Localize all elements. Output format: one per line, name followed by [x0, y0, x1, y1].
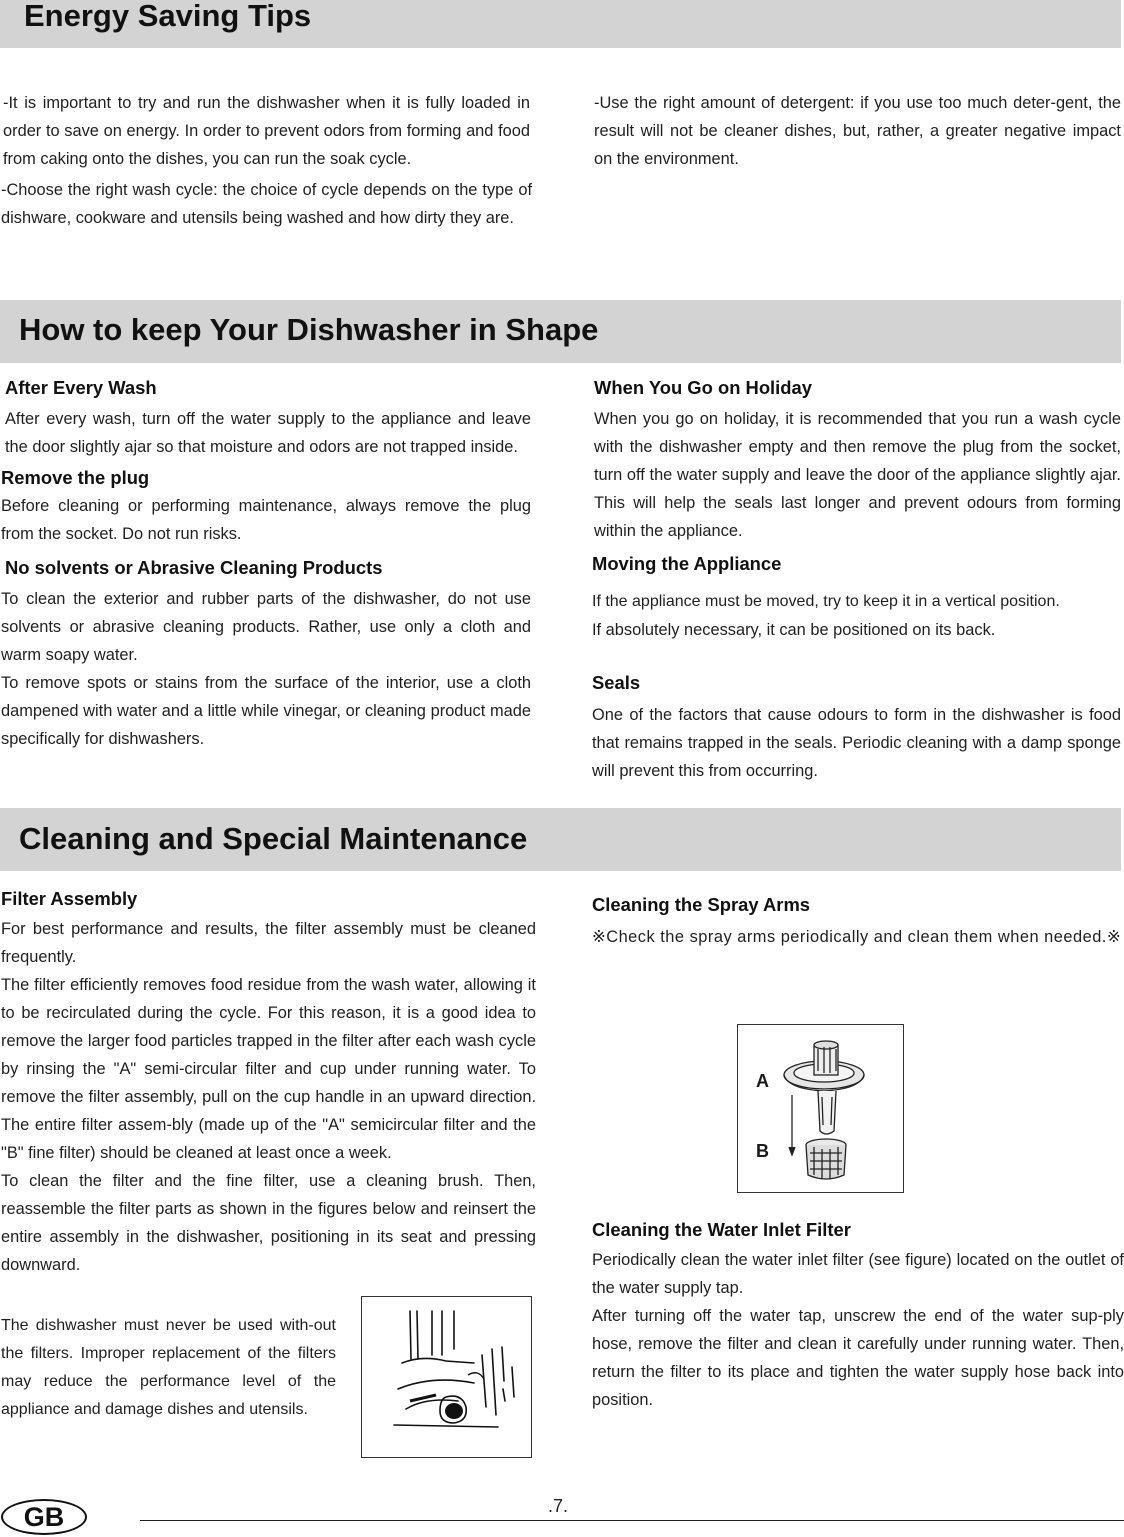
energy-left-column [1, 89, 532, 232]
filter-parts-figure [737, 1024, 904, 1193]
footer-rule [140, 1520, 1124, 1521]
inlet-filter-heading: Cleaning the Water Inlet Filter [592, 1219, 851, 1240]
cleaning-header-band [0, 808, 1121, 871]
moving-heading: Moving the Appliance [592, 553, 782, 574]
seals-text: One of the factors that cause odours to form in the dishwasher is food that remains trapped in the seals. Periodic cleaning with a damp sponge will prevent this from occurring. [592, 706, 1121, 780]
moving-text-2: If absolutely necessary, it can be positioned on its back. [592, 621, 996, 639]
energy-tip-wash-cycle: -Choose the right wash cycle: the choice of cycle depends on the type of dishware, cookware and utensils being washed and how dirty they are. [1, 181, 532, 227]
seals-heading: Seals [592, 672, 641, 693]
remove-plug-heading: Remove the plug [1, 467, 150, 488]
page-number: .7. [548, 1496, 569, 1516]
shape-header-band [0, 300, 1121, 363]
inlet-filter-text-1: Periodically clean the water inlet filter (see figure) located on the outlet of the water supply tap. [592, 1251, 1124, 1297]
filter-assembly-heading: Filter Assembly [1, 888, 138, 909]
moving-text-1: If the appliance must be moved, try to keep it in a vertical position. [592, 593, 1060, 610]
inlet-filter-column [592, 1216, 1124, 1414]
no-solvents-text-1: To clean the exterior and rubber parts of the dishwasher, do not use solvents or abrasive cleaning products. Rather, use only a cloth and warm soapy water. [1, 590, 531, 664]
holiday-text: When you go on holiday, it is recommended that you run a wash cycle with the dishwasher empty and then remove the plug from the socket, turn off the water supply and leave the door of the appliance slightly ajar. This will help the seals last longer and prevent odours from forming within the appliance. [594, 410, 1121, 540]
energy-tip-full-load: -It is important to try and run the dishwasher when it is fully loaded in order to save on energy. In order to prevent odors from forming and food from caking onto the dishes, you can run the soak cycle. [3, 94, 530, 168]
filter-warning-text: The dishwasher must never be used with-out the filters. Improper replacement of the filters may reduce the performance level of the appliance and damage dishes and utensils. [1, 1317, 336, 1418]
spray-arms-text: ※Check the spray arms periodically and clean them when needed.※ [592, 928, 1122, 946]
inlet-filter-text-2: After turning off the water tap, unscrew the end of the water sup-ply hose, remove the filter and clean it carefully under running water. Then, return the filter to its place and tighten the water supply hose back into position. [592, 1307, 1124, 1409]
no-solvents-text-2: To remove spots or stains from the surface of the interior, use a cloth dampened with water and a little while vinegar, or cleaning product made specifically for dishwashers. [1, 674, 531, 748]
filter-cup-shape [445, 1403, 463, 1419]
language-badge: GB [1, 1499, 87, 1535]
energy-right-column [594, 89, 1121, 173]
shape-left-column [1, 374, 531, 753]
holiday-heading: When You Go on Holiday [594, 377, 812, 398]
energy-header-band [0, 0, 1121, 48]
filter-assembly-text-3: To clean the filter and the fine filter, use a cleaning brush. Then, reassemble the filter parts as shown in the figures below and reinsert the entire assembly in the dishwasher, positioning in its seat and pressing downward. [1, 1172, 536, 1274]
filter-parts-drawing [738, 1025, 903, 1192]
filter-installation-drawing [362, 1297, 531, 1457]
filter-label-a: A [756, 1071, 769, 1091]
cleaning-right-column [592, 891, 1124, 951]
cleaning-section-title: Cleaning and Special Maintenance [19, 821, 528, 856]
shape-section-title: How to keep Your Dishwasher in Shape [19, 312, 599, 347]
filter-assembly-text-2: The filter efficiently removes food residue from the wash water, allowing it to be recirculated during the cycle. For this reason, it is a good idea to remove the larger food particles trapped in the filter after each wash cycle by rinsing the "A" semi-circular filter and cup under running water. To remove the filter assembly, pull on the cup handle in an upward direction. The entire filter assem-bly (made up of the "A" semicircular filter and the "B" fine filter) should be cleaned at least once a week. [1, 976, 536, 1162]
energy-section-title: Energy Saving Tips [24, 0, 312, 33]
filter-label-b: B [756, 1141, 769, 1161]
cleaning-left-column [1, 885, 536, 1279]
energy-tip-detergent: -Use the right amount of detergent: if you use too much deter-gent, the result will not be cleaner dishes, but, rather, a greater negative impact on the environment. [594, 94, 1121, 168]
filter-assembly-text-1: For best performance and results, the filter assembly must be cleaned frequently. [1, 920, 536, 966]
no-solvents-heading: No solvents or Abrasive Cleaning Products [5, 557, 383, 578]
spray-arms-heading: Cleaning the Spray Arms [592, 894, 811, 915]
shape-right-column [592, 374, 1121, 785]
filter-installation-figure [361, 1296, 532, 1458]
remove-plug-text: Before cleaning or performing maintenance, always remove the plug from the socket. Do not run risks. [1, 497, 531, 543]
after-wash-text: After every wash, turn off the water supply to the appliance and leave the door slightly ajar so that moisture and odors are not trapped inside. [5, 410, 531, 456]
after-wash-heading: After Every Wash [5, 377, 157, 398]
